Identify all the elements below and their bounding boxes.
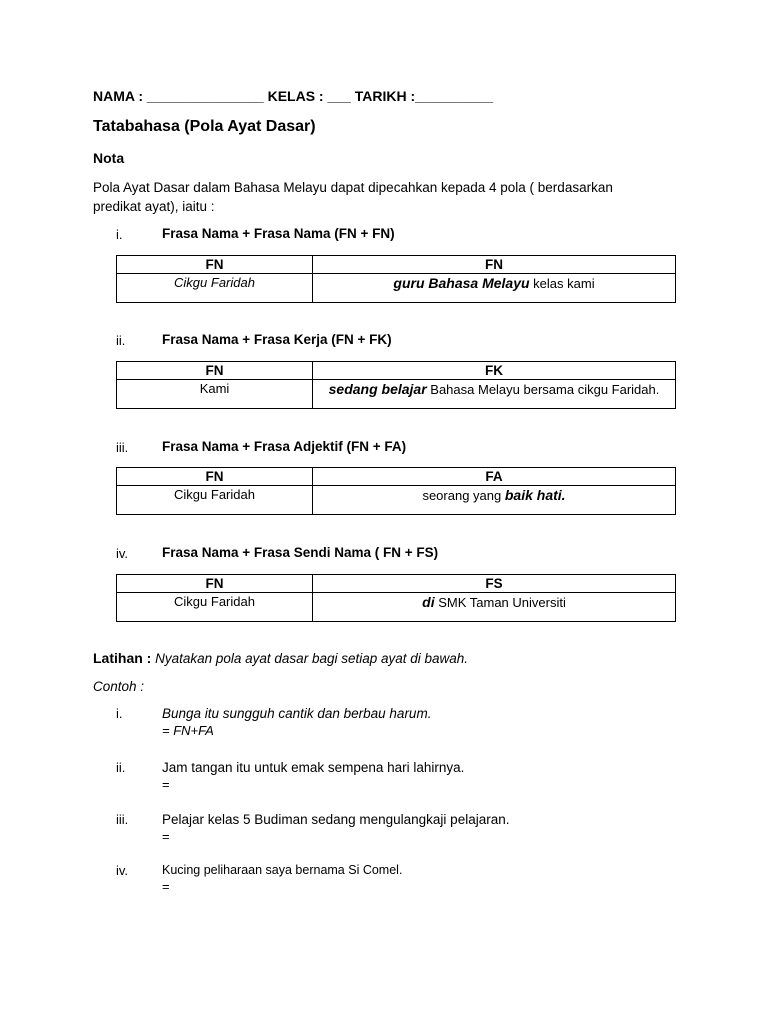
predicate-cell xyxy=(313,486,676,515)
table-header-cell: FA xyxy=(313,468,676,486)
pattern-numeral: i. xyxy=(116,227,123,242)
pattern-table xyxy=(116,467,676,515)
pattern-heading: Frasa Nama + Frasa Adjektif (FN + FA) xyxy=(162,439,407,454)
table-header-cell: FN xyxy=(117,256,313,274)
table-header-cell: FN xyxy=(313,256,676,274)
pattern-heading: Frasa Nama + Frasa Nama (FN + FN) xyxy=(162,226,395,241)
latihan-line xyxy=(93,650,468,666)
table-header-cell: FN xyxy=(117,468,313,486)
exercise-sentence: Pelajar kelas 5 Budiman sedang mengulangkaji pelajaran. xyxy=(162,812,510,827)
predicate-text: seorang yang xyxy=(422,488,505,503)
exercise-sentence: Bunga itu sungguh cantik dan berbau harum. xyxy=(162,706,432,721)
subject-cell: Cikgu Faridah xyxy=(117,486,313,515)
exercise-answer: = xyxy=(162,829,170,844)
contoh-label: Contoh : xyxy=(93,679,145,694)
subject-cell: Cikgu Faridah xyxy=(117,593,313,622)
predicate-cell xyxy=(313,593,676,622)
exercise-numeral: iii. xyxy=(116,812,129,827)
latihan-instruction: Nyatakan pola ayat dasar bagi setiap ayat di bawah. xyxy=(151,651,469,666)
table-header-cell: FK xyxy=(313,362,676,380)
predicate-emphasis: baik hati. xyxy=(504,487,566,503)
page-title: Tatabahasa (Pola Ayat Dasar) xyxy=(93,118,316,135)
exercise-numeral: iv. xyxy=(116,863,129,878)
exercise-answer: = FN+FA xyxy=(162,723,214,738)
table-header-cell: FS xyxy=(313,575,676,593)
exercise-sentence: Kucing peliharaan saya bernama Si Comel. xyxy=(162,863,403,877)
pattern-table xyxy=(116,361,676,409)
predicate-text: Bahasa Melayu bersama cikgu Faridah. xyxy=(426,382,660,397)
pattern-numeral: iii. xyxy=(116,440,129,455)
exercise-answer: = xyxy=(162,879,170,894)
exercise-numeral: i. xyxy=(116,706,123,721)
subject-cell: Cikgu Faridah xyxy=(117,274,313,303)
pattern-heading: Frasa Nama + Frasa Sendi Nama ( FN + FS) xyxy=(162,545,439,560)
predicate-emphasis: sedang belajar xyxy=(328,381,427,397)
intro-paragraph: Pola Ayat Dasar dalam Bahasa Melayu dapat dipecahkan kepada 4 pola ( berdasarkan predikat ayat), iaitu : xyxy=(93,180,613,214)
subject-cell: Kami xyxy=(117,380,313,409)
pattern-table xyxy=(116,574,676,622)
predicate-text: SMK Taman Universiti xyxy=(434,595,566,610)
pattern-table xyxy=(116,255,676,303)
exercise-numeral: ii. xyxy=(116,760,126,775)
nota-heading: Nota xyxy=(93,150,125,166)
predicate-emphasis: di xyxy=(422,594,435,610)
predicate-emphasis: guru Bahasa Melayu xyxy=(393,275,530,291)
latihan-label: Latihan : xyxy=(93,650,152,666)
predicate-cell xyxy=(313,274,676,303)
predicate-text: kelas kami xyxy=(529,276,595,291)
table-header-cell: FN xyxy=(117,575,313,593)
table-header-cell: FN xyxy=(117,362,313,380)
pattern-heading: Frasa Nama + Frasa Kerja (FN + FK) xyxy=(162,332,392,347)
student-info-header: NAMA : _______________ KELAS : ___ TARIKH :__________ xyxy=(93,88,493,104)
pattern-numeral: ii. xyxy=(116,333,126,348)
exercise-answer: = xyxy=(162,777,170,792)
pattern-numeral: iv. xyxy=(116,546,129,561)
predicate-cell xyxy=(313,380,676,409)
exercise-sentence: Jam tangan itu untuk emak sempena hari lahirnya. xyxy=(162,760,465,775)
